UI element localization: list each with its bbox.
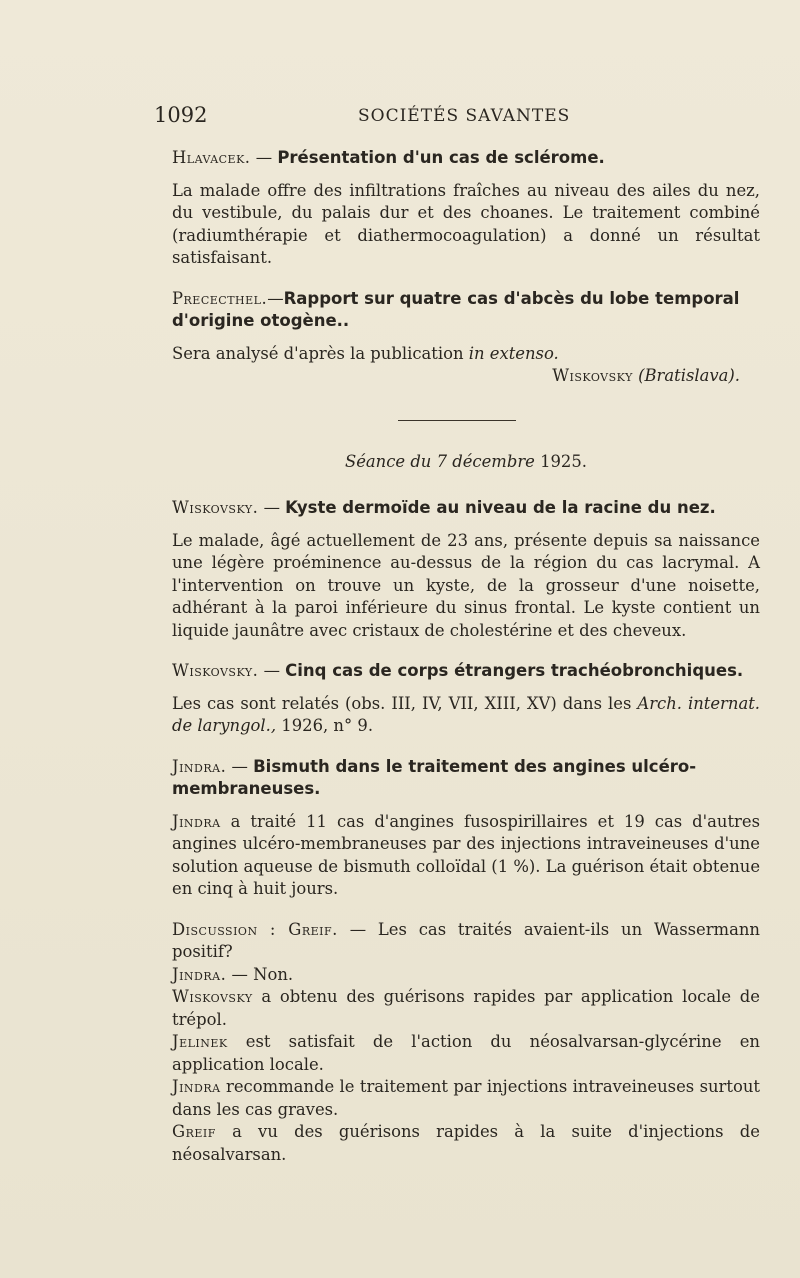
entry-hlavacek [136,147,760,270]
entry-heading [172,660,760,683]
discussion-line [172,1121,760,1166]
entry-body: Le malade, âgé actuellement de 23 ans, présente depuis sa naissance une légère proéminence au-dessus de la région du cas lacrymal. A l'intervention on trouve un kyste, de la grosseur d'une noisette, adhérant à la paroi inférieure du sinus frontal. Le kyste contient un liquide jaunâtre avec cristaux de cholestérine et des cheveux. [172,530,760,640]
entry-wiskovsky-kyste [136,497,760,642]
entry-body-italic: Arch. internat. de laryngol., [172,693,761,735]
entry-author: Hlavacek. [172,148,251,167]
discussion-text: a vu des guérisons rapides à la suite d'injections de néosalvarsan. [172,1122,760,1164]
discussion-text: recommande le traitement par injections intraveineuses surtout dans les cas graves. [172,1077,760,1119]
entry-body-text: Les cas sont relatés (obs. III, IV, VII, XIII, XV) dans les [172,693,638,713]
discussion-line [172,919,760,964]
signature-author: Wiskovsky [552,366,633,385]
seance-label: Séance du 7 décembre [344,451,535,471]
discussion-author: Jelinek [172,1032,228,1051]
entry-heading [172,288,760,333]
entry-title: Présentation d'un cas de sclérome. [277,148,605,167]
entry-body-text: a traité 11 cas d'angines fusospirillaires et 19 cas d'autres angines ulcéro-membraneuses par des injections intraveineuses d'une solution aqueuse de bismuth colloïdal (1 %). La guérison était obtenue en cinq à huit jours. [172,811,761,898]
discussion-author: Wiskovsky [172,987,253,1006]
discussion-line [172,986,760,1031]
discussion-text: — Les cas traités avaient-ils un Wassermann positif? [172,919,760,961]
entry-prececthel [136,288,760,388]
discussion-line [172,1076,760,1121]
entry-body [172,693,760,738]
discussion-author: Discussion : Greif. [172,919,338,939]
discussion-text: est satisfait de l'action du néosalvarsan-glycérine en application locale. [172,1032,760,1074]
entry-author: Wiskovsky. [172,498,259,517]
signature [136,365,760,388]
page-header [154,103,756,133]
entry-body-text: Sera analysé d'après la publication [172,343,469,363]
discussion [136,919,760,1167]
entry-body-italic: in extenso. [468,343,559,363]
discussion-author: Jindra. [172,964,227,984]
entry-body-suffix: 1926, n° 9. [276,716,374,735]
running-title: SOCIÉTÉS SAVANTES [358,106,571,126]
discussion-line [172,964,760,987]
section-divider [398,420,516,421]
page-number: 1092 [154,103,208,127]
entry-title: Cinq cas de corps étrangers trachéobronchiques. [285,661,744,680]
discussion-text: a obtenu des guérisons rapides par application locale de trépol. [172,987,760,1029]
entry-separator: — [250,148,278,167]
seance-heading [172,451,760,474]
signature-place: (Bratislava). [638,366,740,385]
entry-title: Rapport sur quatre cas d'abcès du lobe temporal d'origine otogène.. [172,288,740,330]
entry-title: Kyste dermoïde au niveau de la racine du nez. [285,498,716,517]
seance-year: 1925. [540,451,588,471]
entry-body-author: Jindra [172,811,221,831]
entry-separator: — [258,498,286,517]
entry-author: Prececthel. [172,288,268,308]
entry-author: Wiskovsky. [172,661,259,680]
entry-separator: — [226,756,254,776]
entry-body: La malade offre des infiltrations fraîches au niveau des ailes du nez, du vestibule, du palais dur et des choanes. Le traitement combiné (radiumthérapie et diathermocoagulation) a donné un résultat satisfaisant. [172,180,760,267]
entry-separator: — [267,288,284,308]
entry-body [172,811,760,901]
discussion-author: Jindra [172,1077,221,1096]
entry-body [172,343,760,366]
discussion-line [172,1031,760,1076]
discussion-text: — Non. [226,964,294,984]
entry-author: Jindra. [172,756,227,776]
entry-heading [172,147,760,170]
entry-wiskovsky-corps [136,660,760,738]
page-content [136,147,760,1166]
discussion-author: Greif [172,1122,216,1141]
entry-separator: — [258,661,286,680]
entry-heading [172,497,760,520]
entry-jindra [136,756,760,901]
entry-heading [172,756,760,801]
entry-title: Bismuth dans le traitement des angines ulcéro-membraneuses. [172,756,697,798]
